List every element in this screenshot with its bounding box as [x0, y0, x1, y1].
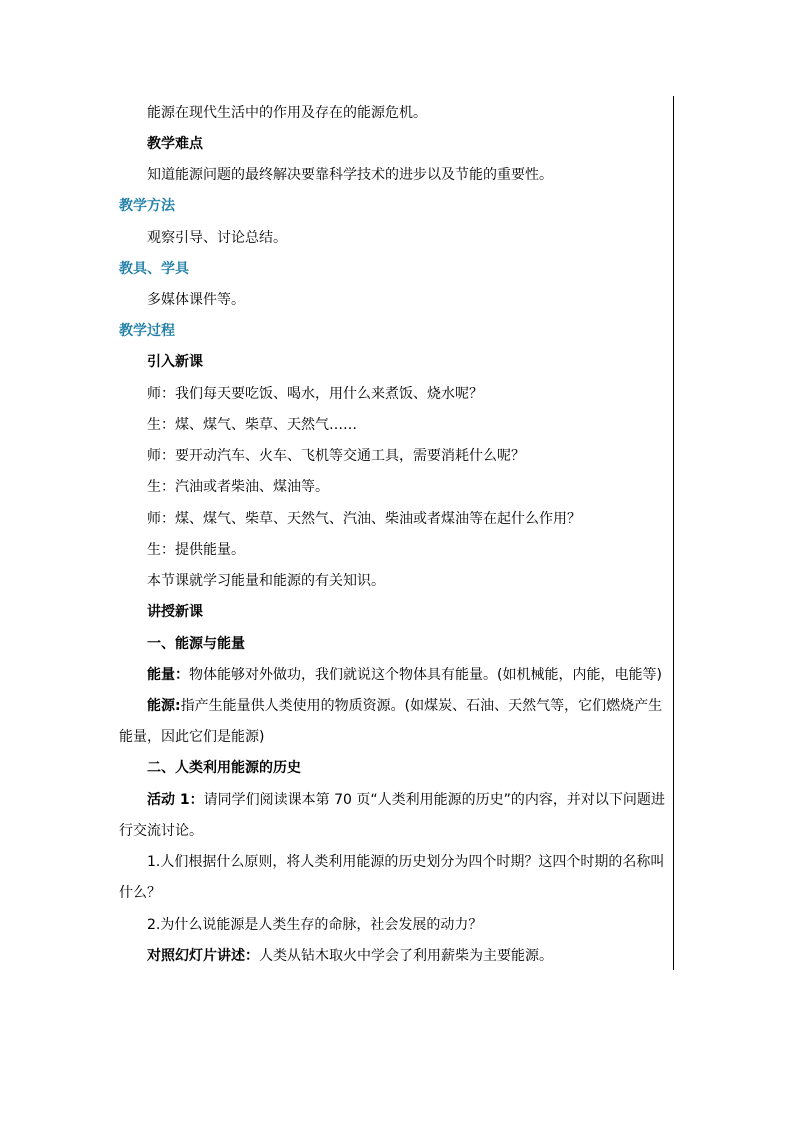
- text-line: 什么？: [119, 885, 161, 901]
- dialogue-line: 生：提供能量。: [147, 542, 245, 558]
- dialogue-line: 师：煤、煤气、柴草、天然气、汽油、柴油或者煤油等在起什么作用？: [147, 511, 581, 527]
- dialogue-line: 师：要开动汽车、火车、飞机等交通工具，需要消耗什么呢？: [147, 448, 525, 464]
- slide-explanation-text: 人类从钻木取火中学会了利用薪柴为主要能源。: [259, 948, 553, 964]
- definition-energy: [147, 665, 662, 685]
- slide-explanation-label: 对照幻灯片讲述：: [147, 948, 259, 964]
- table-right-border: [673, 96, 674, 970]
- activity-label: 活动 1：: [147, 792, 204, 808]
- text-line: 能量，因此它们是能源): [119, 729, 265, 745]
- dialogue-line: 师：我们每天要吃饭、喝水，用什么来煮饭、烧水呢？: [147, 386, 483, 402]
- text-line: 行交流讨论。: [119, 823, 203, 839]
- text-line: 本节课就学习能量和能源的有关知识。: [147, 573, 385, 589]
- slide-explanation-line: [147, 946, 553, 966]
- definition-term: 能源:: [147, 698, 181, 714]
- text-line: 知道能源问题的最终解决要靠科学技术的进步以及节能的重要性。: [147, 167, 553, 183]
- dialogue-line: 生：汽油或者柴油、煤油等。: [147, 479, 329, 495]
- section-heading-teaching-process: 教学过程: [119, 323, 175, 339]
- text-line: 能源在现代生活中的作用及存在的能源危机。: [147, 105, 427, 121]
- definition-term: 能量：: [147, 667, 189, 683]
- text-line: 多媒体课件等。: [147, 292, 245, 308]
- subheading-introduction: 引入新课: [147, 354, 203, 370]
- subheading-energy-sources: 一、能源与能量: [147, 636, 245, 652]
- section-heading-teaching-aids: 教具、学具: [119, 261, 189, 277]
- subheading-teaching-difficulty: 教学难点: [147, 136, 203, 152]
- definition-text: 物体能够对外做功，我们就说这个物体具有能量。(如机械能，内能，电能等): [189, 667, 662, 683]
- dialogue-line: 生：煤、煤气、柴草、天然气……: [147, 417, 357, 433]
- definition-energy-source: [147, 696, 662, 716]
- question-item-1: 1.人们根据什么原则，将人类利用能源的历史划分为四个时期？这四个时期的名称叫: [147, 854, 665, 870]
- subheading-energy-history: 二、人类利用能源的历史: [147, 760, 301, 776]
- text-line: 观察引导、讨论总结。: [147, 230, 287, 246]
- activity-line: [147, 790, 665, 810]
- subheading-new-lesson: 讲授新课: [147, 604, 203, 620]
- section-heading-teaching-method: 教学方法: [119, 198, 175, 214]
- activity-text: 请同学们阅读课本第 70 页“人类利用能源的历史”的内容，并对以下问题进: [203, 792, 665, 808]
- question-item-2: 2.为什么说能源是人类生存的命脉，社会发展的动力？: [147, 917, 483, 933]
- definition-text: 指产生能量供人类使用的物质资源。(如煤炭、石油、天然气等，它们燃烧产生: [180, 698, 663, 714]
